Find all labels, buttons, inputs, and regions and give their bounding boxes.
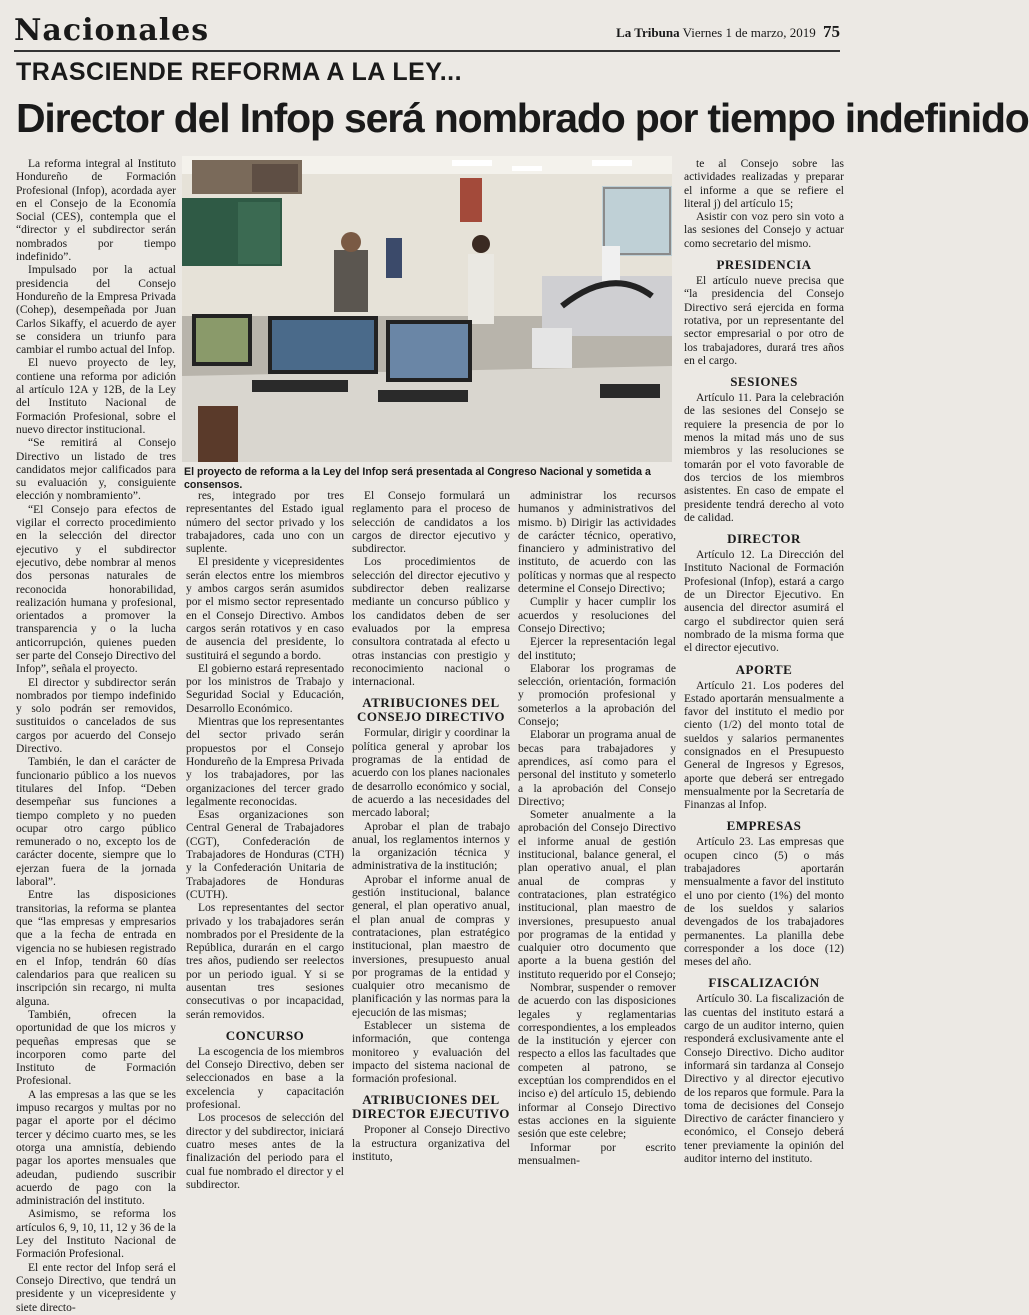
paragraph: Impulsado por la actual presidencia del Consejo Hondureño de la Empresa Privada (Cohep), desempeñada por Juan Carlos Sikaffy, el acuerdo de ayer se considera un triunfo para cambiar el rumbo actual del Infop. bbox=[16, 264, 176, 357]
paragraph: Aprobar el plan de trabajo anual, los reglamentos internos y la organización técnica y administrativa de la institución; bbox=[352, 820, 510, 873]
subheading-atribuciones-consejo: ATRIBUCIONES DEL CONSEJO DIRECTIVO bbox=[356, 695, 505, 725]
paragraph: Artículo 11. Para la celebración de las sesiones del Consejo se requiere la presencia de por lo menos la mitad más uno de sus miembros y las resoluciones se tomarán por el voto favorable de dos tercios de los miembros asistentes. En caso de empate el presidente tendrá derecho al voto de calidad. bbox=[684, 392, 844, 524]
paragraph: También, le dan el carácter de funcionario público a los nuevos titulares del Infop. “Deben desempeñar sus funciones a tiempo completo y no pueden ocupar otro cargo público remunerado o no, excepto los de carácter docente, siempre que lo ejerzan fuera de la jornada laboral”. bbox=[16, 756, 176, 889]
paragraph: Cumplir y hacer cumplir los acuerdos y resoluciones del Consejo Directivo; bbox=[518, 596, 676, 635]
paragraph: Los procedimientos de selección del director ejecutivo y subdirector deben realizarse mediante un concurso público y los candidatos deben de ser evaluados por la empresa consultora contratada al efecto u otras instancias con prestigio y reconocimiento nacional o internacional. bbox=[352, 556, 510, 689]
section-title: Nacionales bbox=[14, 13, 210, 48]
paragraph: El gobierno estará representado por los ministros de Trabajo y Seguridad Social y Educación, Desarrollo Económico. bbox=[186, 662, 344, 715]
paragraph: Aprobar el informe anual de gestión institucional, balance general, el plan operativo anual, el plan anual de compras y contrataciones, plan estratégico institucional, plan maestro de inversiones, presupuesto anual por programas de la entidad y cualquier otro mecanismo de planificación y las normas para la ejecución de las mismas; bbox=[352, 873, 510, 1019]
article-column-5 bbox=[684, 158, 844, 1165]
article-photo bbox=[182, 156, 672, 462]
subheading-atribuciones-director: ATRIBUCIONES DEL DIRECTOR EJECUTIVO bbox=[352, 1092, 510, 1122]
paragraph: La escogencia de los miembros del Consejo Directivo, deben ser seleccionados en base a la excelencia y capacitación profesional. bbox=[186, 1045, 344, 1112]
headline: Director del Infop será nombrado por tiempo indefinido bbox=[16, 95, 1029, 141]
paragraph: Proponer al Consejo Directivo la estructura organizativa del instituto, bbox=[352, 1124, 510, 1164]
paragraph: Los representantes del sector privado y los trabajadores serán nombrados por el Presidente de la República, durarán en el cargo tres años, pudiendo ser reelectos por un periodo igual. Y si se ausentan tres sesiones consecutivas o por incapacidad, serán removidos. bbox=[186, 902, 344, 1021]
paragraph: Asistir con voz pero sin voto a las sesiones del Consejo y actuar como secretario del mismo. bbox=[684, 211, 844, 250]
paragraph: Los procesos de selección del director y del subdirector, iniciará cuatro meses antes de la finalización del periodo para el cual fue nombrado el director y el subdirector. bbox=[186, 1112, 344, 1191]
paragraph: administrar los recursos humanos y administrativos del mismo. b) Dirigir las actividades de carácter técnico, operativo, financiero y administrativo del instituto, de acuerdo con las políticas y normas que al respecto determine el Consejo Directivo; bbox=[518, 490, 676, 596]
computer-lab-photo bbox=[182, 156, 672, 462]
paragraph: Entre las disposiciones transitorias, la reforma se plantea que “las empresas y empresarios que a la fecha de entrada en vigencia no se hubiesen registrado en el Infop, tendrán 60 días calendarios para que realicen su inscripción sin recargo, ni multa alguna. bbox=[16, 889, 176, 1008]
publication-name: La Tribuna bbox=[616, 25, 680, 40]
paragraph: El presidente y vicepresidentes serán electos entre los miembros y ambos cargos serán asumidos por el mismo sector representado en el Consejo Directivo. Ambos cargos serán rotativos y en caso de ausencia del presidente, lo sustituirá el segundo a bordo. bbox=[186, 556, 344, 662]
photo-caption: El proyecto de reforma a la Ley del Infop será presentada al Congreso Nacional y sometida a consensos. bbox=[184, 466, 651, 491]
paragraph: Elaborar un programa anual de becas para trabajadores y aprendices, así como para el personal del instituto y someterlo a la aprobación del Consejo Directivo; bbox=[518, 729, 676, 808]
issue-date: Viernes 1 de marzo, 2019 bbox=[682, 25, 816, 40]
subheading-director: DIRECTOR bbox=[727, 531, 801, 547]
subheading-sesiones: SESIONES bbox=[730, 374, 798, 390]
article-column-1 bbox=[16, 158, 176, 1314]
paragraph: El nuevo proyecto de ley, contiene una reforma por adición al artículo 12A y 12B, de la Ley del Instituto Nacional de Formación Profesional, sobre el nuevo director institucional. bbox=[16, 357, 176, 436]
paragraph: Ejercer la representación legal del instituto; bbox=[518, 636, 676, 662]
subheading-aporte: APORTE bbox=[735, 661, 793, 677]
subheading-presidencia: PRESIDENCIA bbox=[716, 257, 812, 273]
paragraph: La reforma integral al Instituto Hondureño de Formación Profesional (Infop), acordada ayer en el Consejo de la Economía Social (CES), contempla que el “director y el subdirector serán nombrados por tiempo indefinido”. bbox=[16, 158, 176, 264]
subheading-concurso: CONCURSO bbox=[225, 1027, 305, 1043]
page-header bbox=[14, 14, 840, 52]
page-number: 75 bbox=[823, 22, 840, 41]
paragraph: te al Consejo sobre las actividades realizadas y preparar el informe a que se refiere el literal j) del artículo 15; bbox=[684, 158, 844, 210]
paragraph: Artículo 23. Las empresas que ocupen cinco (5) o más trabajadores aportarán mensualmente a favor del instituto el uno por ciento (1%) del monto de los sueldos y salarios devengados de los trabajadores permanentes. La planilla debe corresponder a los doce (12) meses del año. bbox=[684, 836, 844, 969]
page-meta bbox=[616, 22, 840, 42]
paragraph: Esas organizaciones son Central General de Trabajadores (CGT), Confederación de Trabajadores de Honduras (CTH) y la Confederación Unitaria de Trabajadores de Honduras (CUTH). bbox=[186, 809, 344, 901]
paragraph: El director y subdirector serán nombrados por tiempo indefinido y solo podrán ser removidos, sustituidos o cancelados de sus cargos por acuerdo del Consejo Directivo. bbox=[16, 676, 176, 756]
paragraph: Establecer un sistema de información, que contenga monitoreo y evaluación del impacto del sistema nacional de formación profesional. bbox=[352, 1019, 510, 1086]
article-column-2 bbox=[186, 490, 344, 1191]
paragraph: Artículo 21. Los poderes del Estado aportarán mensualmente a favor del instituto el medio por ciento (1/2) del monto total de sueldos y salarios permanentes consignados en el Presupuesto General de Ingresos y Egresos, aporte que deberá ser entregado mensualmente por la Secretaría de Finanzas al Infop. bbox=[684, 679, 844, 812]
paragraph: Asimismo, se reforma los artículos 6, 9, 10, 11, 12 y 36 de la Ley del Instituto Nacional de Formación Profesional. bbox=[16, 1208, 176, 1261]
subheading-fiscalizacion: FISCALIZACIÓN bbox=[708, 975, 820, 991]
paragraph: Someter anualmente a la aprobación del Consejo Directivo el informe anual de gestión institucional, balance general, el plan operativo anual, el plan anual de compras y contrataciones, plan estratégico institucional, plan maestro de inversiones, presupuesto anual por programas de la entidad y cualquier otro documento que aporte a la buena gestión del instituto requerido por el Consejo; bbox=[518, 809, 676, 981]
paragraph: El artículo nueve precisa que “la presidencia del Consejo Directivo será ejercida en forma rotativa, por un representante del sector empresarial o por otro de los trabajadores, durará tres años en el cargo. bbox=[684, 275, 844, 367]
paragraph: El ente rector del Infop será el Consejo Directivo, que tendrá un presidente y un vicepresidente y siete directo- bbox=[16, 1261, 176, 1314]
paragraph: Artículo 12. La Dirección del Instituto Nacional de Formación Profesional (Infop), estará a cargo de un Director Ejecutivo. En ausencia del director asumirá el cargo el subdirector quien será nombrado de la misma forma que el director ejecutivo. bbox=[684, 549, 844, 655]
paragraph: Informar por escrito mensualmen- bbox=[518, 1141, 676, 1167]
paragraph: “Se remitirá al Consejo Directivo un listado de tres candidatos mejor calificados para su evaluación y, consiguiente elección y nombramiento”. bbox=[16, 437, 176, 503]
paragraph: “El Consejo para efectos de vigilar el correcto procedimiento en la selección del director ejecutivo y el subdirector ejecutivo, debe nombrar al menos dos personas naturales de reconocida honorabilidad, realización humana y profesional, orientados a promover la transparencia y o la lucha anticorrupción, quienes pueden ser parte del Consejo Directivo del Infop”, señala el proyecto. bbox=[16, 503, 176, 676]
article-column-4 bbox=[518, 490, 676, 1167]
paragraph: El Consejo formulará un reglamento para el proceso de selección de candidatos a los cargos de director ejecutivo y subdirector. bbox=[352, 490, 510, 556]
paragraph: Mientras que los representantes del sector privado serán propuestos por el Consejo Hondureño de la Empresa Privada y los trabajadores, por las organizaciones del tercer grado legalmente reconocidas. bbox=[186, 716, 344, 808]
paragraph: res, integrado por tres representantes del Estado igual número del sector privado y los trabajadores, cada uno con un suplente. bbox=[186, 490, 344, 556]
article-column-3 bbox=[352, 490, 510, 1164]
paragraph: A las empresas a las que se les impuso recargos y multas por no pagar el aporte por el décimo tercer y décimo cuarto mes, se les otorga una amnistía, debiendo pagar los aportes mensuales que adeudan, pudiendo suscribir acuerdo de pago con la administración del instituto. bbox=[16, 1088, 176, 1208]
subheading-empresas: EMPRESAS bbox=[726, 818, 802, 834]
paragraph: Artículo 30. La fiscalización de las cuentas del instituto estará a cargo de un auditor interno, quien responderá exclusivamente ante el Consejo Directivo. Dicho auditor informará sin tardanza al Consejo Directivo y al director ejecutivo de los reparos que formule. Para la toma de decisiones del Consejo Directivo de carácter financiero y económico, el Consejo deberá tener previamente la opinión del auditor interno del instituto. bbox=[684, 993, 844, 1165]
paragraph: Elaborar los programas de selección, orientación, formación y promoción profesional y someterlos a la aprobación del Consejo; bbox=[518, 662, 676, 729]
paragraph: Formular, dirigir y coordinar la política general y aprobar los programas de la entidad de acuerdo con los planes nacionales de desarrollo económico y social, de acuerdo a las necesidades del mercado laboral; bbox=[352, 727, 510, 820]
kicker: TRASCIENDE REFORMA A LA LEY... bbox=[16, 58, 463, 86]
paragraph: Nombrar, suspender o remover de acuerdo con las disposiciones legales y reglamentarias correspondientes, a los empleados de la institución y ejercer con respecto a ellos las facultades que competen al patrono, se exceptúan los comprendidos en el inciso e) del artículo 15, debiendo informar al Consejo Directivo estas acciones en la siguiente sesión que este celebre; bbox=[518, 981, 676, 1141]
paragraph: También, ofrecen la oportunidad de que los micros y pequeñas empresas que se incorporen como parte del Instituto de Formación Profesional. bbox=[16, 1009, 176, 1088]
